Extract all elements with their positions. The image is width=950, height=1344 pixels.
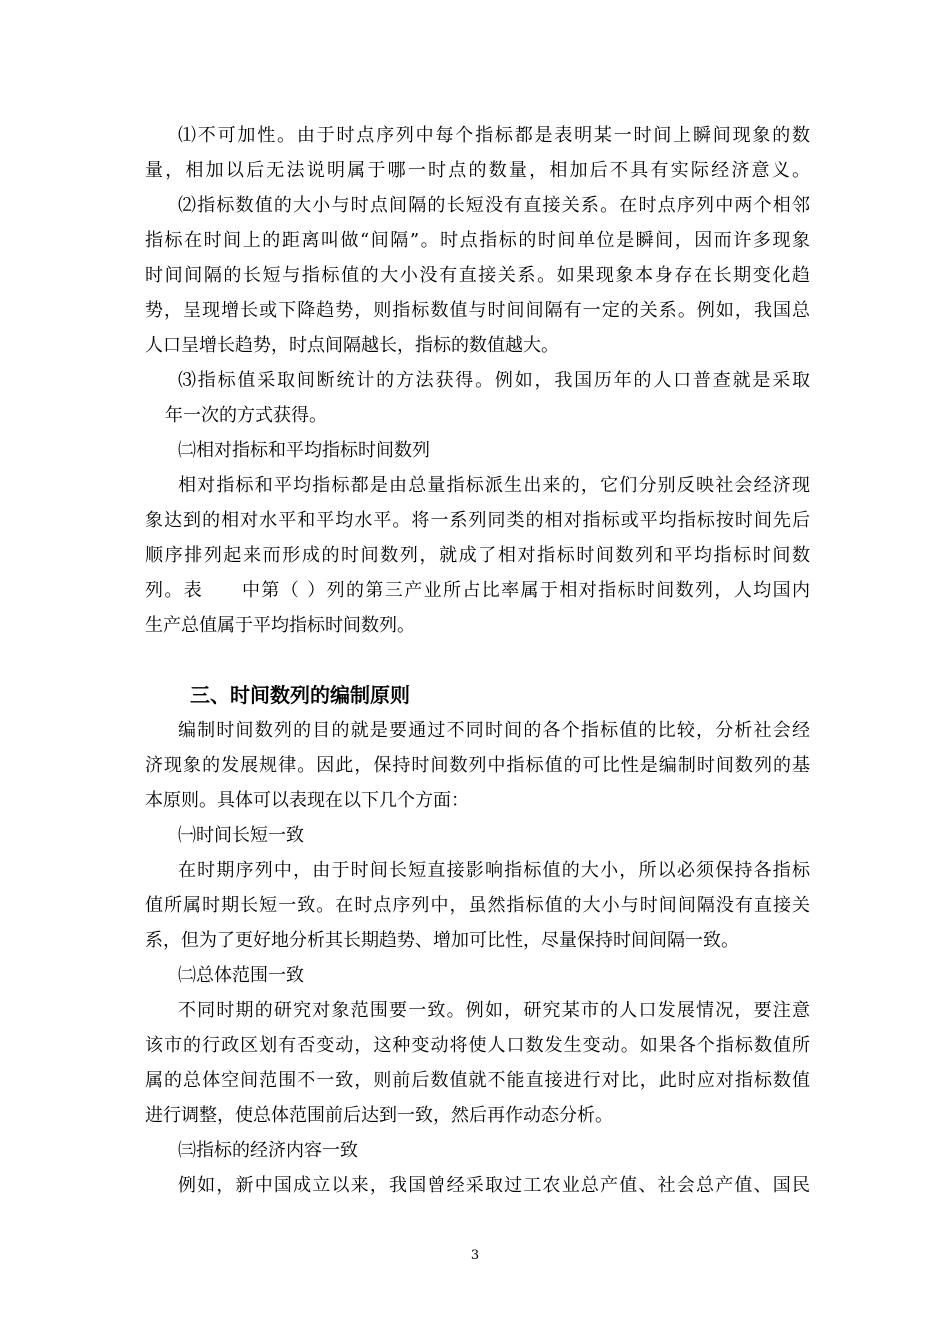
text-line: 不同时期的研究对象范围要一致。例如，研究某市的人口发展情况，要注意 bbox=[178, 1000, 810, 1021]
text-line: 象达到的相对水平和平均水平。将一系列同类的相对指标或平均指标按时间先后 bbox=[145, 510, 810, 531]
text-line: 相对指标和平均指标都是由总量指标派生出来的，它们分别反映社会经济现 bbox=[178, 475, 810, 496]
subsection-heading: ㈡总体范围一致 bbox=[178, 965, 304, 986]
section-heading: 三、时间数列的编制原则 bbox=[190, 683, 410, 707]
text-line: ⑴不可加性。由于时点序列中每个指标都是表明某一时间上瞬间现象的数 bbox=[178, 125, 810, 146]
page-number: 3 bbox=[470, 1248, 480, 1263]
text-line: 时间间隔的长短与指标值的大小没有直接关系。如果现象本身存在长期变化趋 bbox=[145, 265, 810, 286]
text-line: 属的总体空间范围不一致，则前后数值就不能直接进行对比，此时应对指标数值 bbox=[145, 1070, 810, 1091]
text-line: 编制时间数列的目的就是要通过不同时间的各个指标值的比较，分析社会经 bbox=[178, 720, 810, 741]
text-line: 本原则。具体可以表现在以下几个方面： bbox=[145, 790, 469, 811]
text-line: 济现象的发展规律。因此，保持时间数列中指标值的可比性是编制时间数列的基 bbox=[145, 755, 810, 776]
text-line: 值所属时期长短一致。在时点序列中，虽然指标值的大小与时间间隔没有直接关 bbox=[145, 895, 810, 916]
text-line: 列。表 中第（ ）列的第三产业所占比率属于相对指标时间数列，人均国内 bbox=[145, 580, 810, 601]
text-line: 在时期序列中，由于时间长短直接影响指标值的大小，所以必须保持各指标 bbox=[178, 860, 810, 881]
text-line: 系，但为了更好地分析其长期趋势、增加可比性，尽量保持时间间隔一致。 bbox=[145, 930, 739, 951]
text-line: 年一次的方式获得。 bbox=[165, 405, 327, 426]
text-line: 人口呈增长趋势，时点间隔越长，指标的数值越大。 bbox=[145, 335, 559, 356]
text-line: 进行调整，使总体范围前后达到一致，然后再作动态分析。 bbox=[145, 1105, 613, 1126]
text-line: ⑵指标数值的大小与时点间隔的长短没有直接关系。在时点序列中两个相邻 bbox=[178, 195, 810, 216]
text-line: 该市的行政区划有否变动，这种变动将使人口数发生变动。如果各个指标数值所 bbox=[145, 1035, 810, 1056]
text-line: ⑶指标值采取间断统计的方法获得。例如，我国历年的人口普查就是采取 bbox=[178, 370, 810, 391]
subsection-heading: ㈢指标的经济内容一致 bbox=[178, 1140, 358, 1161]
subsection-heading: ㈠时间长短一致 bbox=[178, 825, 304, 846]
text-line: 生产总值属于平均指标时间数列。 bbox=[145, 615, 415, 636]
text-line: 顺序排列起来而形成的时间数列，就成了相对指标时间数列和平均指标时间数 bbox=[145, 545, 810, 566]
text-line: 指标在时间上的距离叫做“间隔”。时点指标的时间单位是瞬间，因而许多现象 bbox=[145, 230, 810, 251]
text-line: 势，呈现增长或下降趋势，则指标数值与时间间隔有一定的关系。例如，我国总 bbox=[145, 300, 810, 321]
text-line: 量，相加以后无法说明属于哪一时点的数量，相加后不具有实际经济意义。 bbox=[145, 160, 810, 181]
text-line: 例如，新中国成立以来，我国曾经采取过工农业总产值、社会总产值、国民 bbox=[178, 1175, 810, 1196]
subsection-heading: ㈡相对指标和平均指标时间数列 bbox=[178, 440, 430, 461]
